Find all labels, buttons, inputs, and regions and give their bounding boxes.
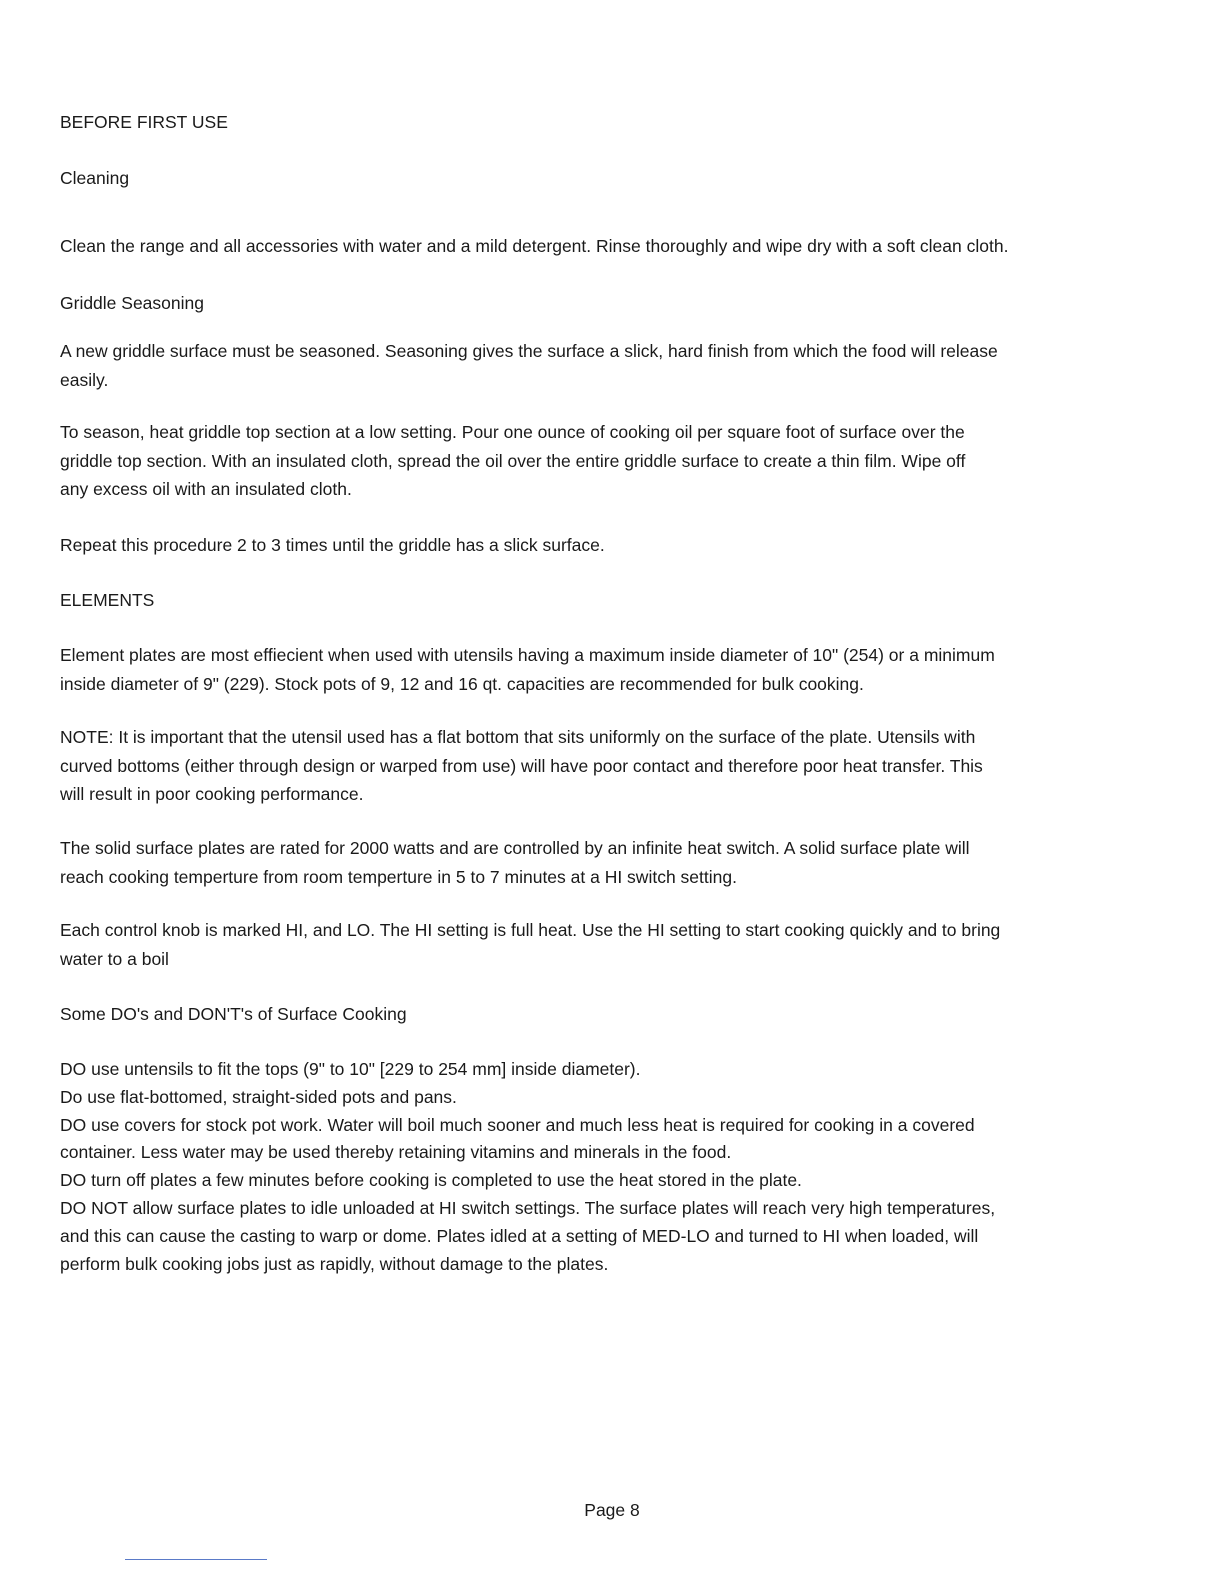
text-line: easily.	[60, 369, 109, 390]
seasoning-paragraph-3: Repeat this procedure 2 to 3 times until the griddle has a slick surface.	[60, 535, 605, 555]
list-item: DO turn off plates a few minutes before cooking is completed to use the heat stored in the plate.	[60, 1170, 802, 1191]
text-line: any excess oil with an insulated cloth.	[60, 479, 352, 499]
list-item: and this can cause the casting to warp or dome. Plates idled at a setting of MED-LO and turned to HI when loaded, will	[60, 1225, 979, 1246]
elements-paragraph-3	[60, 916, 1130, 973]
text-line: A new griddle surface must be seasoned. Seasoning gives the surface a slick, hard finish from which the food will release	[60, 341, 998, 361]
page-number: Page 8	[584, 1500, 640, 1520]
heading-before-first-use: BEFORE FIRST USE	[60, 112, 228, 132]
elements-paragraph-2	[60, 834, 1130, 891]
text-line: To season, heat griddle top section at a low setting. Pour one ounce of cooking oil per square foot of surface over the	[60, 422, 965, 442]
text-line: reach cooking temperture from room temperture in 5 to 7 minutes at a HI switch setting.	[60, 866, 737, 887]
text-line: The solid surface plates are rated for 2000 watts and are controlled by an infinite heat switch. A solid surface plate will	[60, 838, 970, 858]
list-item: container. Less water may be used thereby retaining vitamins and minerals in the food.	[60, 1142, 732, 1163]
seasoning-paragraph-1	[60, 337, 1130, 394]
text-line: griddle top section. With an insulated cloth, spread the oil over the entire griddle surface to create a thin film. Wipe off	[60, 450, 966, 471]
heading-griddle-seasoning: Griddle Seasoning	[60, 293, 204, 313]
text-line: Element plates are most effiecient when used with utensils having a maximum inside diameter of 10" (254) or a minimum	[60, 645, 995, 665]
list-item: perform bulk cooking jobs just as rapidly, without damage to the plates.	[60, 1253, 609, 1274]
list-item: DO NOT allow surface plates to idle unloaded at HI switch settings. The surface plates will reach very high temperatures,	[60, 1197, 996, 1218]
seasoning-paragraph-2	[60, 418, 1130, 504]
cleaning-text: Clean the range and all accessories with water and a mild detergent. Rinse thoroughly and wipe dry with a soft clean cloth.	[60, 236, 1009, 256]
dos-list	[60, 1056, 1130, 1278]
text-line: curved bottoms (either through design or warped from use) will have poor contact and therefore poor heat transfer. This	[60, 755, 983, 776]
text-line: Each control knob is marked HI, and LO. The HI setting is full heat. Use the HI setting to start cooking quickly and to bring	[60, 920, 1001, 940]
elements-paragraph-1	[60, 641, 1130, 698]
heading-elements: ELEMENTS	[60, 590, 155, 610]
list-item: Do use flat-bottomed, straight-sided pots and pans.	[60, 1086, 457, 1107]
list-item: DO use covers for stock pot work. Water will boil much sooner and much less heat is required for cooking in a covered	[60, 1114, 975, 1135]
heading-cleaning: Cleaning	[60, 168, 130, 188]
footer-rule	[125, 1559, 267, 1560]
text-line: will result in poor cooking performance.	[60, 784, 364, 804]
text-line: NOTE: It is important that the utensil used has a flat bottom that sits uniformly on the surface of the plate. Utensils with	[60, 727, 976, 747]
text-line: inside diameter of 9" (229). Stock pots of 9, 12 and 16 qt. capacities are recommended for bulk cooking.	[60, 673, 864, 694]
list-item: DO use untensils to fit the tops (9" to 10" [229 to 254 mm] inside diameter).	[60, 1059, 641, 1079]
elements-note	[60, 723, 1130, 809]
text-line: water to a boil	[60, 948, 169, 969]
heading-dos-donts: Some DO's and DON'T's of Surface Cooking	[60, 1004, 407, 1024]
